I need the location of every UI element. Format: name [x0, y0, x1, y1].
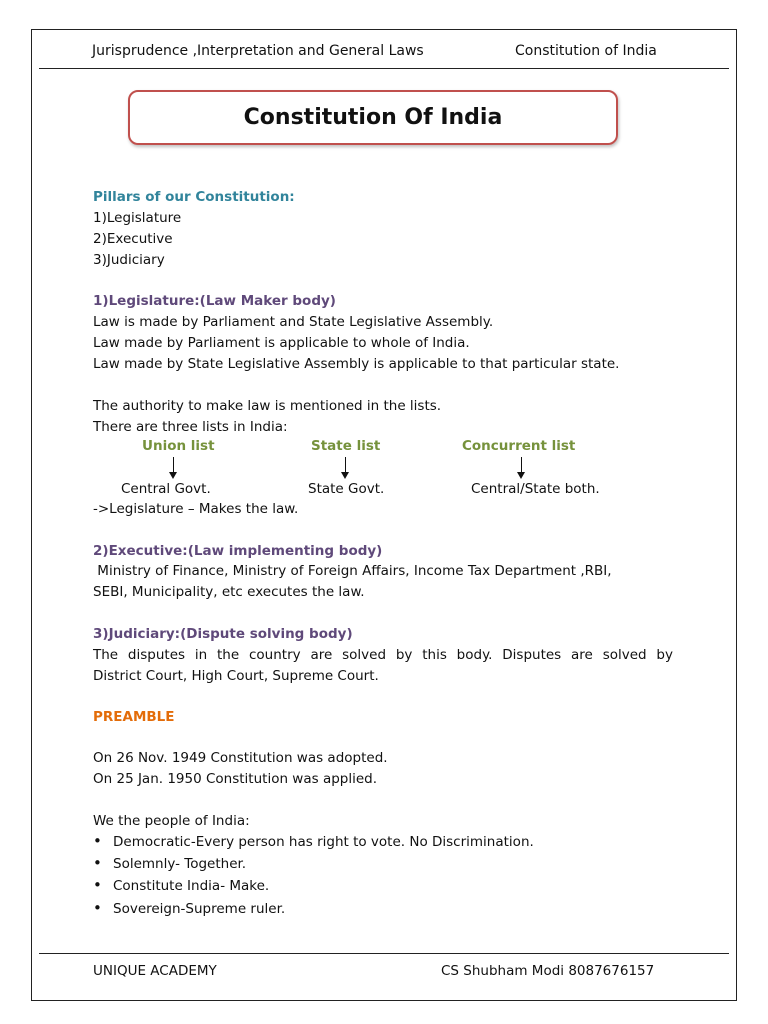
judiciary-line: District Court, High Court, Supreme Court.	[93, 668, 379, 684]
pillar-item: 3)Judiciary	[93, 252, 165, 268]
preamble-heading: PREAMBLE	[93, 709, 175, 725]
pillars-heading: Pillars of our Constitution:	[93, 189, 295, 205]
header-chapter: Constitution of India	[515, 43, 657, 59]
judiciary-line: The disputes in the country are solved by this body. Disputes are solved by	[93, 647, 673, 663]
pillar-item: 1)Legislature	[93, 210, 182, 226]
pillar-item: 2)Executive	[93, 231, 173, 247]
preamble-bullet: • Constitute India- Make.	[113, 878, 269, 894]
legislature-line: Law made by State Legislative Assembly is applicable to that particular state.	[93, 356, 620, 372]
header-subject: Jurisprudence ,Interpretation and General Laws	[92, 43, 424, 59]
concurrent-list-authority: Central/State both.	[471, 481, 600, 497]
union-list-arrow	[173, 457, 174, 473]
executive-line: SEBI, Municipality, etc executes the law.	[93, 584, 365, 600]
union-list-authority: Central Govt.	[121, 481, 211, 497]
footer-author: CS Shubham Modi 8087676157	[441, 963, 655, 979]
footer-divider	[39, 953, 729, 954]
state-list-authority: State Govt.	[308, 481, 385, 497]
state-list-arrow	[345, 457, 346, 473]
executive-heading: 2)Executive:(Law implementing body)	[93, 543, 383, 559]
preamble-people: We the people of India:	[93, 813, 250, 829]
footer-academy: UNIQUE ACADEMY	[93, 963, 217, 979]
judiciary-heading: 3)Judiciary:(Dispute solving body)	[93, 626, 353, 642]
preamble-date: On 26 Nov. 1949 Constitution was adopted.	[93, 750, 388, 766]
authority-line: The authority to make law is mentioned in the lists.	[93, 398, 442, 414]
concurrent-list-arrow	[521, 457, 522, 473]
legislature-line: Law made by Parliament is applicable to whole of India.	[93, 335, 470, 351]
concurrent-list-label: Concurrent list	[462, 438, 576, 454]
preamble-date: On 25 Jan. 1950 Constitution was applied.	[93, 771, 378, 787]
executive-line: Ministry of Finance, Ministry of Foreign Affairs, Income Tax Department ,RBI,	[93, 563, 612, 579]
title-box	[128, 90, 618, 145]
union-list-label: Union list	[142, 438, 215, 454]
legislature-summary: ->Legislature – Makes the law.	[93, 501, 299, 517]
authority-line: There are three lists in India:	[93, 419, 288, 435]
legislature-heading: 1)Legislature:(Law Maker body)	[93, 293, 336, 309]
legislature-line: Law is made by Parliament and State Legislative Assembly.	[93, 314, 494, 330]
preamble-bullet: • Sovereign-Supreme ruler.	[113, 901, 285, 917]
preamble-bullet: • Democratic-Every person has right to vote. No Discrimination.	[113, 834, 534, 850]
state-list-label: State list	[311, 438, 381, 454]
header-divider	[39, 68, 729, 69]
page-title: Constitution Of India	[243, 105, 503, 130]
preamble-bullet: • Solemnly- Together.	[113, 856, 246, 872]
